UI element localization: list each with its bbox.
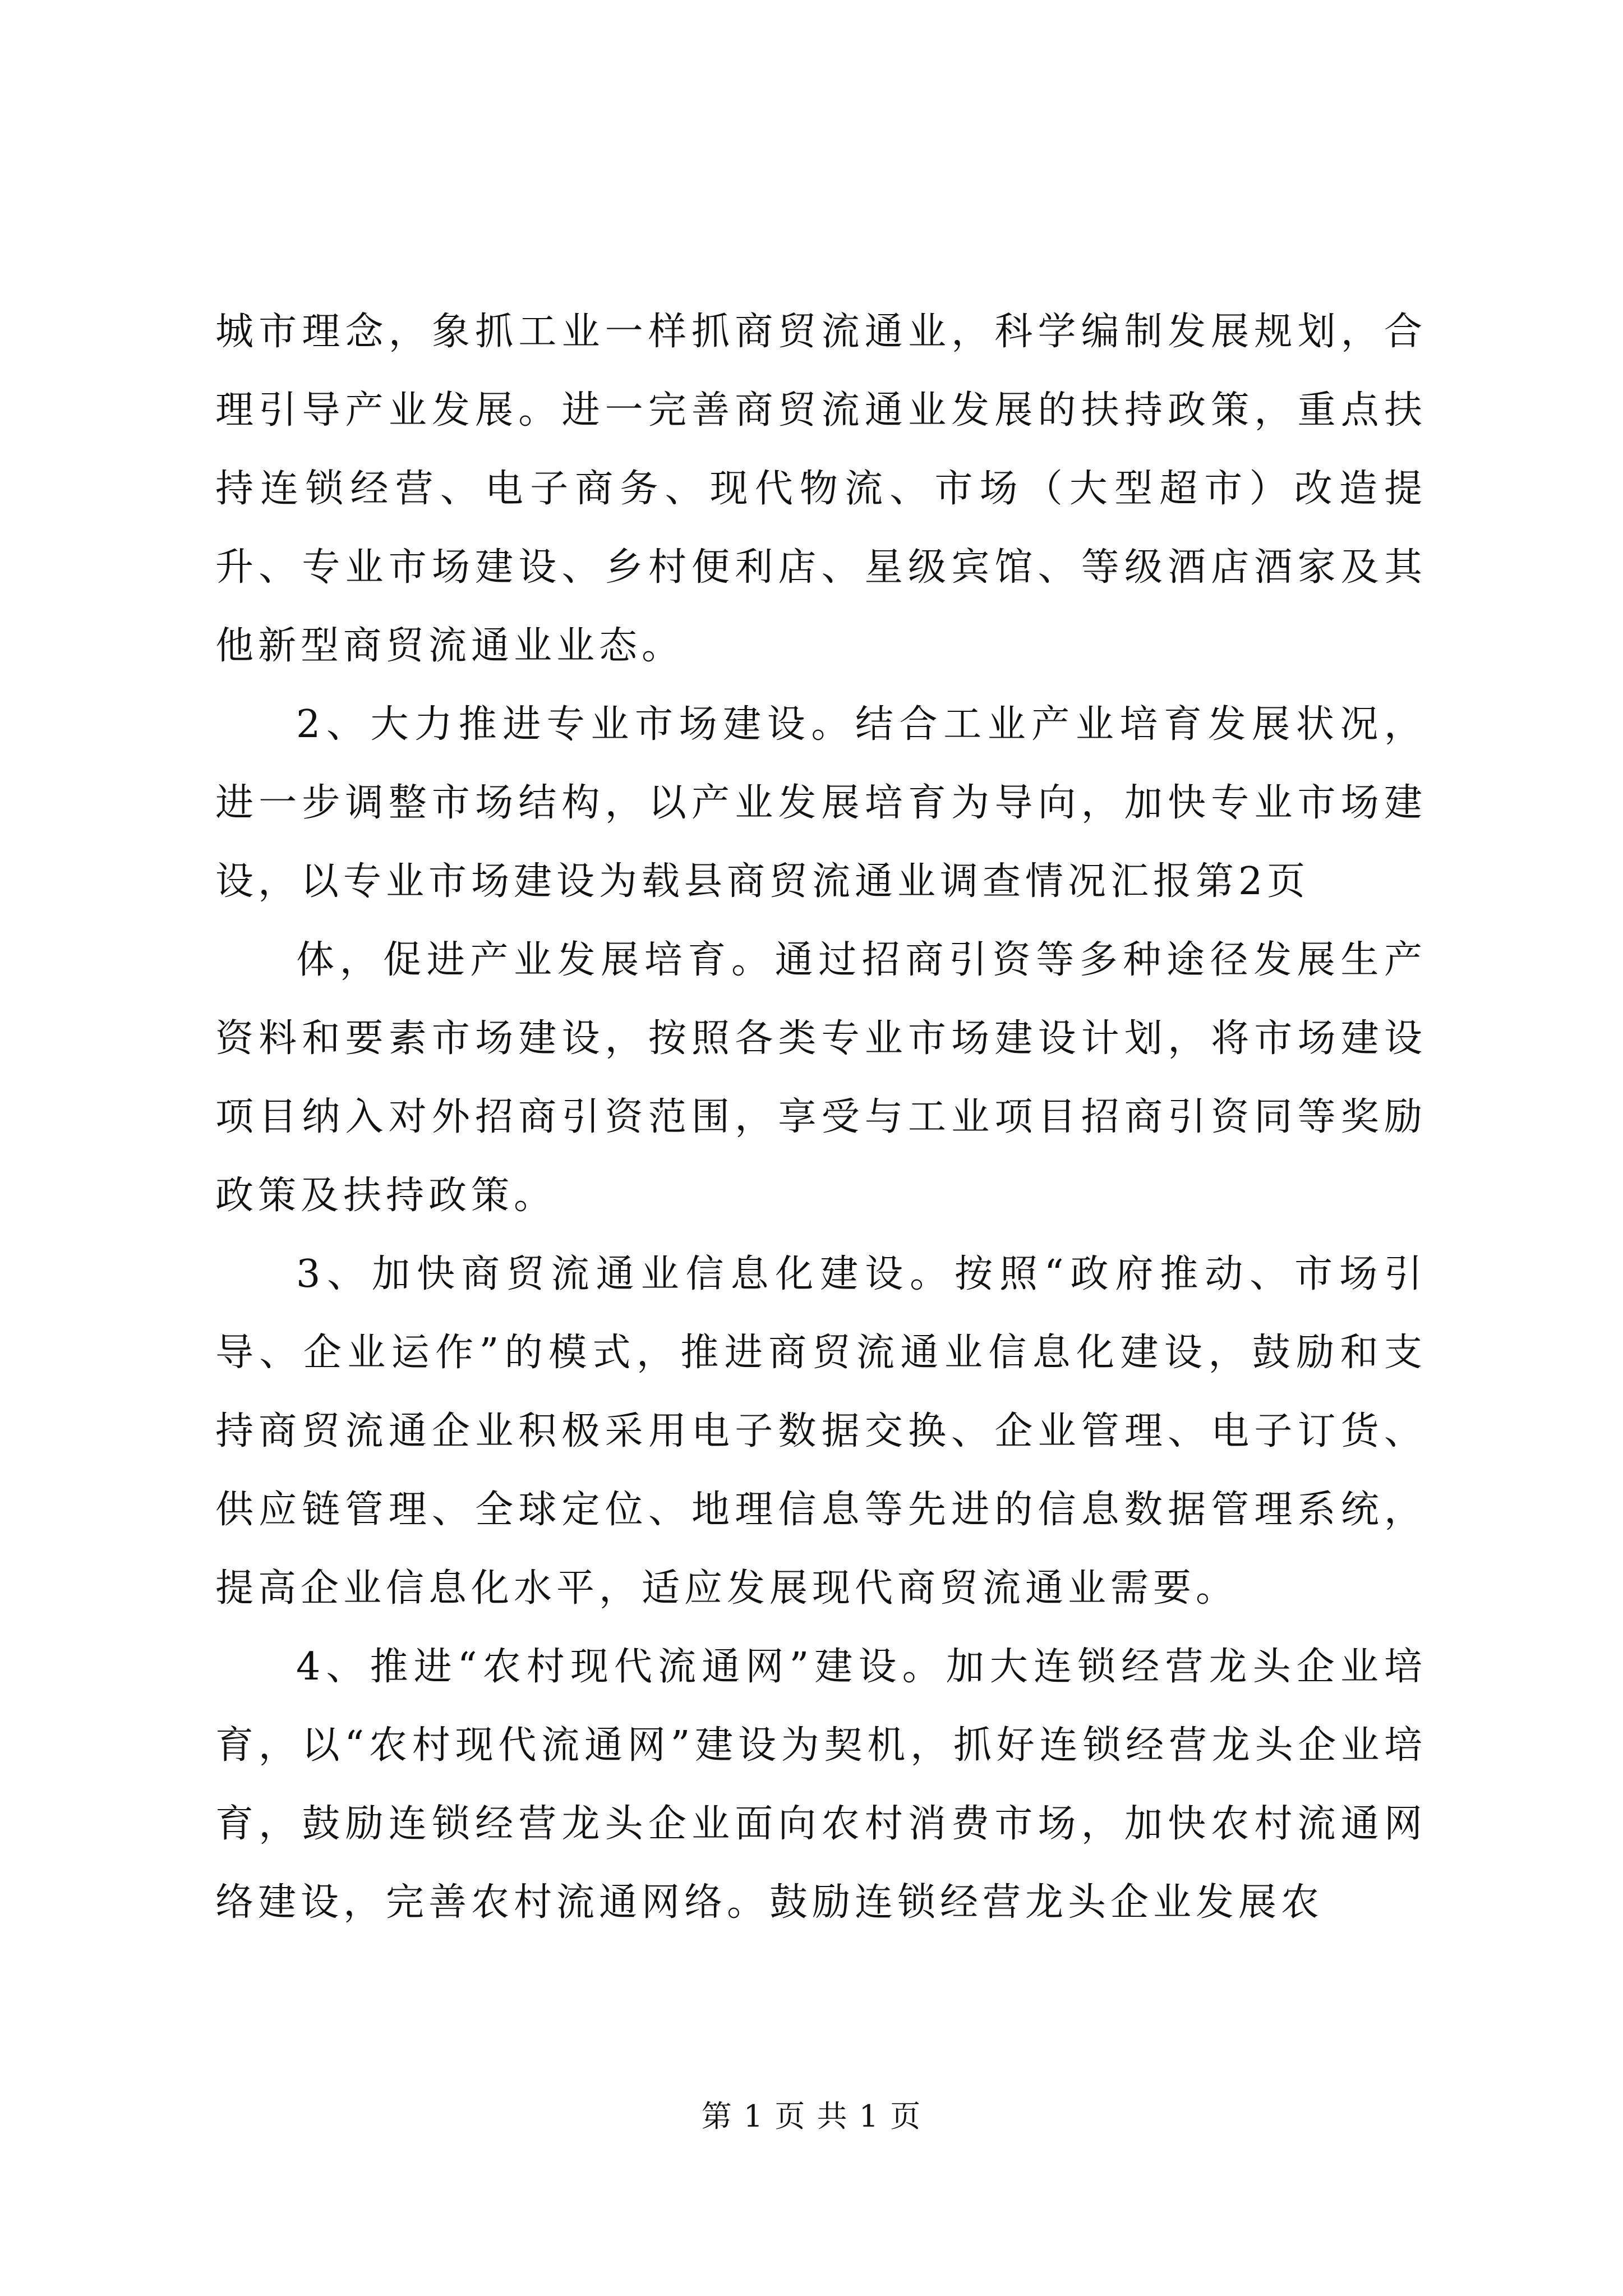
document-body — [215, 293, 1427, 1942]
page-footer: 第 1 页 共 1 页 — [701, 2099, 922, 2134]
paragraph-2-continued: 体，促进产业发展培育。通过招商引资等多种途径发展生产资料和要素市场建设，按照各类专业市场建设计划，将市场建设项目纳入对外招商引资范围，享受与工业项目招商引资同等奖励政策及扶持政策。 — [215, 938, 1427, 1218]
paragraph-continued: 城市理念，象抓工业一样抓商贸流通业，科学编制发展规划，合理引导产业发展。进一完善商贸流通业发展的扶持政策，重点扶持连锁经营、电子商务、现代物流、市场（大型超市）改造提升、专业市场建设、乡村便利店、星级宾馆、等级酒店酒家及其他新型商贸流通业业态。 — [215, 310, 1427, 668]
paragraph-2: 2、大力推进专业市场建设。结合工业产业培育发展状况，进一步调整市场结构，以产业发展培育为导向，加快专业市场建设，以专业市场建设为载县商贸流通业调查情况汇报第2页 — [215, 702, 1427, 904]
paragraph-3: 3、加快商贸流通业信息化建设。按照“政府推动、市场引导、企业运作”的模式，推进商贸流通业信息化建设，鼓励和支持商贸流通企业积极采用电子数据交换、企业管理、电子订货、供应链管理、全球定位、地理信息等先进的信息数据管理系统，提高企业信息化水平，适应发展现代商贸流通业需要。 — [215, 1252, 1427, 1611]
paragraph-4: 4、推进“农村现代流通网”建设。加大连锁经营龙头企业培育，以“农村现代流通网”建设为契机，抓好连锁经营龙头企业培育，鼓励连锁经营龙头企业面向农村消费市场，加快农村流通网络建设，完善农村流通网络。鼓励连锁经营龙头企业发展农 — [215, 1645, 1427, 1925]
